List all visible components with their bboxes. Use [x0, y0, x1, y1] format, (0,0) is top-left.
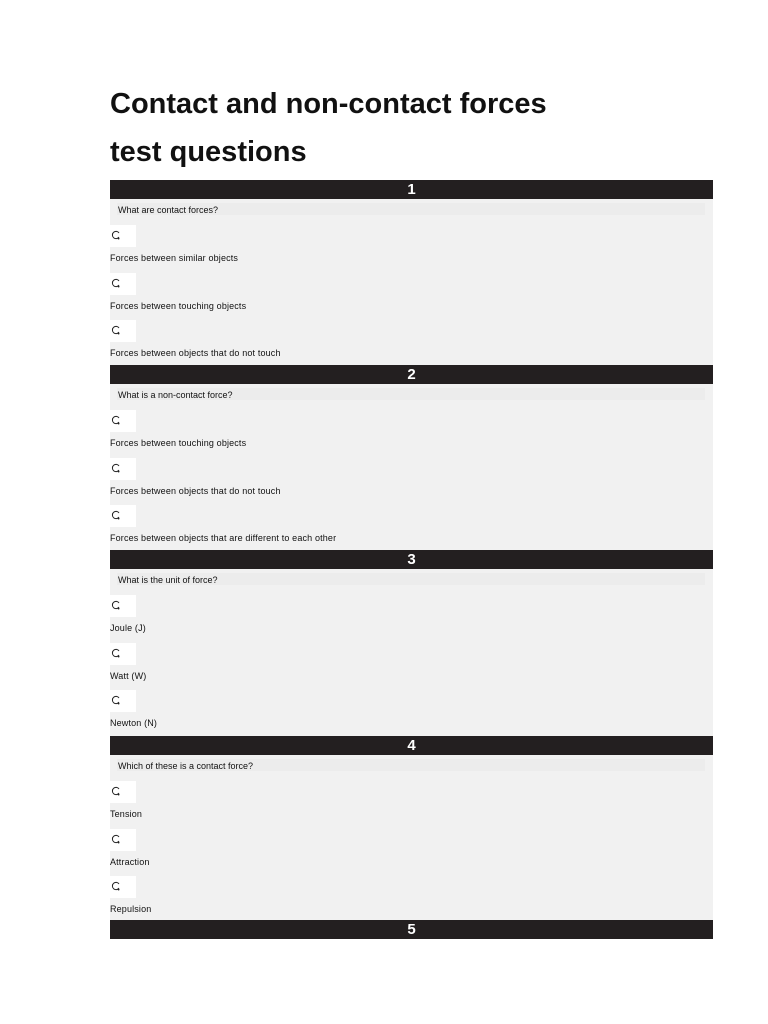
answer-option[interactable] — [110, 270, 713, 317]
radio-button[interactable] — [110, 781, 136, 803]
radio-button-icon — [111, 881, 121, 891]
answer-option[interactable] — [110, 222, 713, 269]
radio-button[interactable] — [110, 225, 136, 247]
option-label: Tension — [110, 809, 143, 819]
radio-button-icon — [111, 648, 121, 658]
radio-button[interactable] — [110, 458, 136, 480]
question-3 — [110, 550, 713, 736]
radio-button[interactable] — [110, 876, 136, 898]
question-body — [110, 569, 713, 736]
radio-button-icon — [111, 695, 121, 705]
radio-button[interactable] — [110, 410, 136, 432]
radio-button[interactable] — [110, 829, 136, 851]
radio-button[interactable] — [110, 505, 136, 527]
question-number-bar: 3 — [110, 550, 713, 569]
answer-option[interactable] — [110, 592, 713, 639]
question-4 — [110, 736, 713, 922]
answer-option[interactable] — [110, 317, 713, 364]
question-number-bar: 2 — [110, 365, 713, 384]
option-label: Forces between similar objects — [110, 253, 239, 263]
radio-button[interactable] — [110, 595, 136, 617]
answer-option[interactable] — [110, 640, 713, 687]
radio-button[interactable] — [110, 690, 136, 712]
question-text: What is the unit of force? — [117, 573, 705, 585]
page-title-line-2: test questions — [110, 136, 307, 168]
option-label: Watt (W) — [110, 671, 147, 681]
radio-button[interactable] — [110, 320, 136, 342]
option-label: Forces between touching objects — [110, 438, 247, 448]
answer-option[interactable] — [110, 873, 713, 920]
question-body — [110, 199, 713, 366]
answer-option[interactable] — [110, 826, 713, 873]
answer-option[interactable] — [110, 687, 713, 734]
question-text: What is a non-contact force? — [117, 388, 705, 400]
question-number-bar: 4 — [110, 736, 713, 755]
option-label: Newton (N) — [110, 718, 158, 728]
answer-option[interactable] — [110, 407, 713, 454]
radio-button-icon — [111, 230, 121, 240]
page-title-line-1: Contact and non-contact forces — [110, 88, 547, 120]
question-text: Which of these is a contact force? — [117, 759, 705, 771]
option-label: Attraction — [110, 857, 150, 867]
radio-button-icon — [111, 834, 121, 844]
option-label: Repulsion — [110, 904, 152, 914]
answer-option[interactable] — [110, 778, 713, 825]
option-label: Forces between touching objects — [110, 301, 247, 311]
radio-button[interactable] — [110, 643, 136, 665]
radio-button-icon — [111, 325, 121, 335]
option-label: Joule (J) — [110, 623, 146, 633]
option-label: Forces between objects that do not touch — [110, 348, 281, 358]
option-label: Forces between objects that are different to each other — [110, 533, 337, 543]
question-text: What are contact forces? — [117, 203, 705, 215]
question-2 — [110, 365, 713, 551]
radio-button-icon — [111, 510, 121, 520]
radio-button-icon — [111, 600, 121, 610]
question-5 — [110, 920, 713, 939]
radio-button-icon — [111, 463, 121, 473]
answer-option[interactable] — [110, 455, 713, 502]
question-number-bar: 5 — [110, 920, 713, 939]
radio-button-icon — [111, 278, 121, 288]
question-body — [110, 755, 713, 922]
option-label: Forces between objects that do not touch — [110, 486, 281, 496]
question-1 — [110, 180, 713, 366]
question-body — [110, 384, 713, 551]
radio-button-icon — [111, 415, 121, 425]
question-number-bar: 1 — [110, 180, 713, 199]
radio-button[interactable] — [110, 273, 136, 295]
radio-button-icon — [111, 786, 121, 796]
page-title — [110, 80, 710, 176]
answer-option[interactable] — [110, 502, 713, 549]
